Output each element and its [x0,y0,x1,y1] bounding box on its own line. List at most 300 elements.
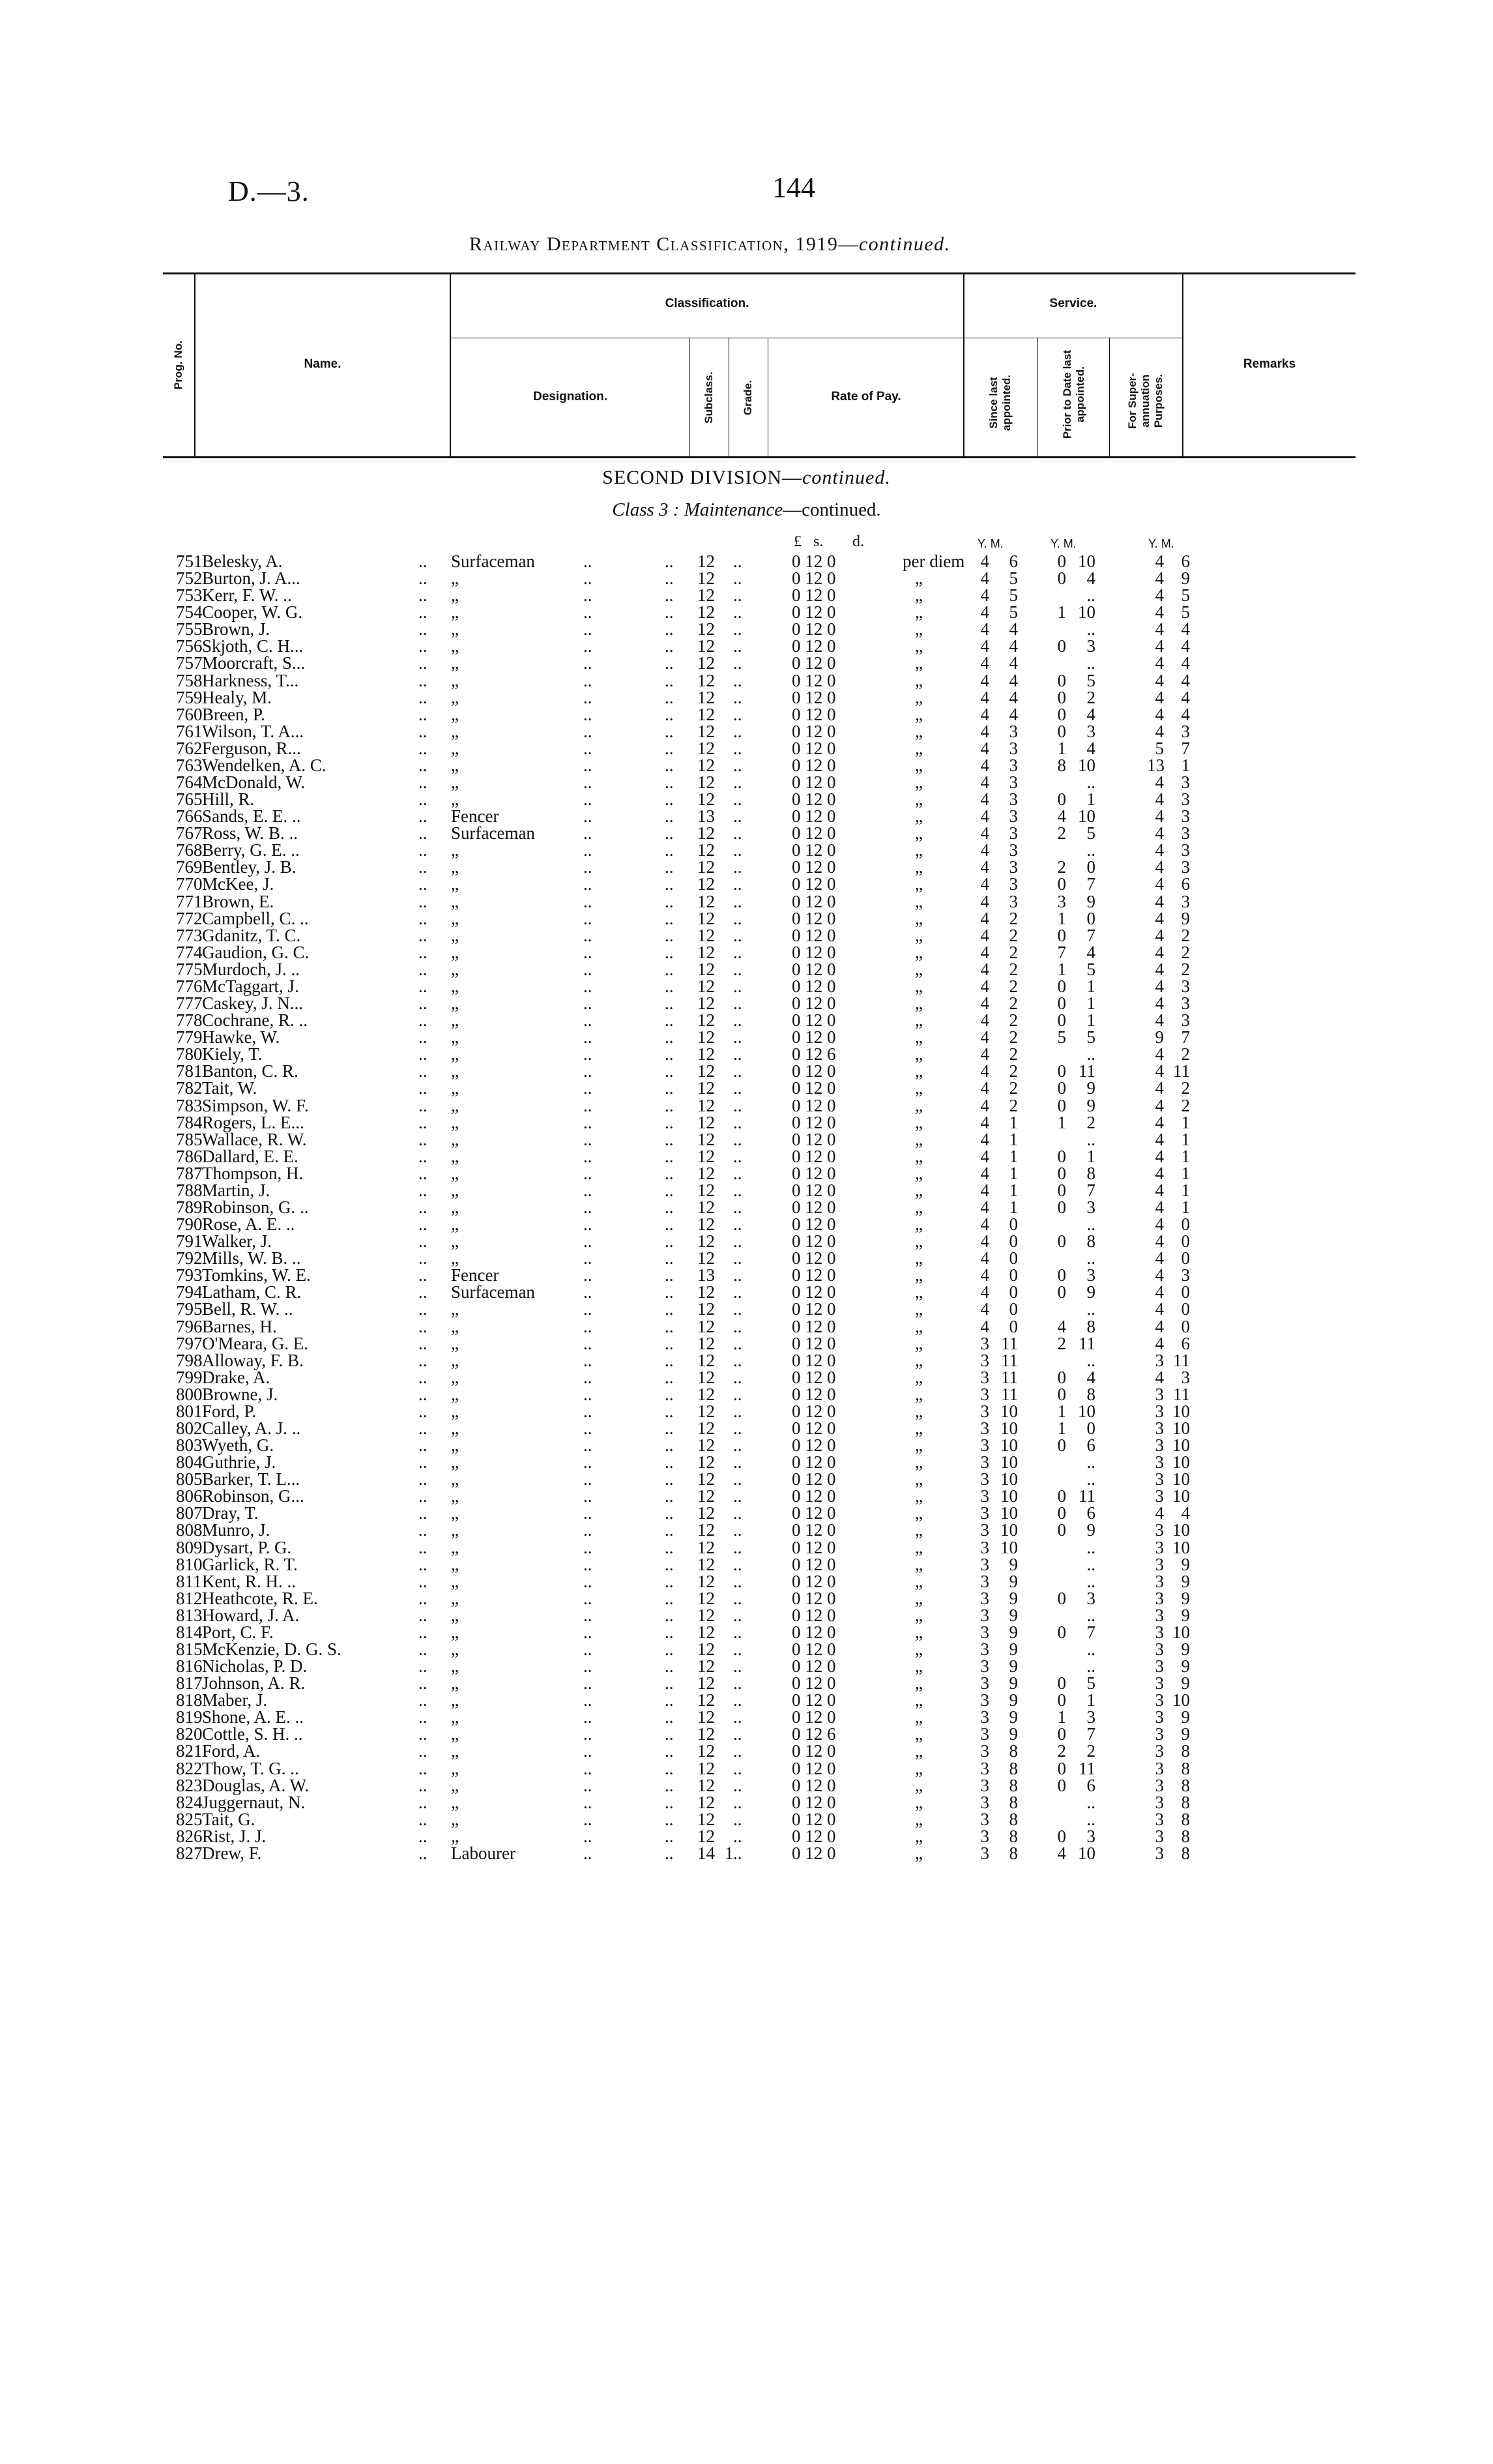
rate-of-pay: 0 12 0 [792,1401,836,1421]
leader-dots: .. [665,1486,674,1506]
pay-period: „ [915,1537,923,1557]
pay-period: „ [915,857,923,877]
rate-of-pay: 0 12 0 [792,636,836,656]
since-last-years: 4 [980,1282,989,1302]
table-row [0,893,1493,910]
leader-dots: .. [583,1622,592,1642]
subclass: 12 [697,1741,715,1761]
prior-months: 3 [1086,1588,1095,1608]
super-months: 8 [1181,1741,1190,1761]
since-last-years: 4 [980,687,989,707]
table-row [0,927,1493,944]
employee-name: Belesky, A. [202,551,283,571]
super-years: 3 [1155,1673,1164,1694]
prog-no: 771 [176,891,203,911]
leader-dots: .. [665,1214,674,1235]
since-last-months: 9 [1009,1656,1018,1677]
leader-dots: .. [583,1520,592,1540]
super-months: 9 [1181,1724,1190,1744]
designation: „ [451,1826,459,1846]
subclass: 12 [697,585,715,606]
pay-period: „ [915,1673,923,1694]
prog-no: 791 [176,1231,203,1252]
prog-no: 799 [176,1367,203,1387]
header-divider [1109,338,1110,458]
leader-dots: .. [733,1554,742,1574]
super-months: 10 [1172,1537,1190,1557]
since-last-months: 10 [1000,1486,1018,1506]
subclass: 12 [697,1707,715,1727]
since-last-years: 3 [980,1418,989,1438]
rate-of-pay: 0 12 0 [792,1826,836,1846]
leader-dots: .. [733,1095,742,1115]
super-years: 3 [1155,1622,1164,1642]
leader-dots: .. [665,857,674,877]
employee-name: Cooper, W. G. [202,602,303,623]
table-row [0,1182,1493,1199]
pay-period: „ [915,1299,923,1319]
pay-period: „ [915,942,923,962]
leader-dots: .. [418,619,428,639]
header-bottom-rule [163,456,1355,458]
table-row [0,1742,1493,1759]
prior-years: 0 [1057,1010,1066,1031]
leader-dots: .. [733,1044,742,1064]
super-years: 5 [1155,738,1164,758]
super-years: 4 [1155,619,1164,639]
employee-name: Dallard, E. E. [202,1146,298,1166]
employee-name: Maber, J. [202,1690,268,1710]
prior-months: 6 [1086,1435,1095,1456]
rate-of-pay: 0 12 0 [792,1673,836,1694]
designation: Fencer [451,806,499,827]
table-row [0,1437,1493,1454]
prior-years: 0 [1057,1724,1066,1744]
prog-no: 767 [176,823,203,843]
pay-period: „ [915,1639,923,1659]
leader-dots: .. [583,1265,592,1285]
subclass: 12 [697,670,715,690]
employee-name: Thompson, H. [202,1163,304,1183]
leader-dots: .. [583,1503,592,1523]
rate-of-pay: 0 12 0 [792,1078,836,1098]
prior-months: 10 [1078,1843,1095,1863]
designation: „ [451,721,459,741]
pay-period: „ [915,1027,923,1048]
leader-dots: .. [583,1707,592,1727]
leader-dots: .. [733,1639,742,1659]
since-last-years: 3 [980,1724,989,1744]
leader-dots: .. [583,1146,592,1166]
prior-months: .. [1086,619,1095,639]
super-months: 9 [1181,1571,1190,1591]
since-last-months: 10 [1000,1520,1018,1540]
since-last-years: 4 [980,1248,989,1269]
since-last-months: 10 [1000,1401,1018,1421]
since-last-months: 3 [1009,823,1018,843]
employee-name: Browne, J. [202,1384,278,1404]
leader-dots: .. [733,1299,742,1319]
leader-dots: .. [418,993,428,1014]
rate-of-pay: 0 12 0 [792,1469,836,1489]
table-row [0,1504,1493,1521]
employee-name: Mills, W. B. .. [202,1248,301,1269]
leader-dots: .. [733,1146,742,1166]
leader-dots: .. [418,636,428,656]
since-last-months: 4 [1009,704,1018,724]
prior-years: 4 [1057,806,1066,827]
leader-dots: .. [418,891,428,911]
leader-dots: .. [418,1044,428,1064]
pay-period: „ [915,1401,923,1421]
prior-months: 9 [1086,891,1095,911]
leader-dots: .. [665,806,674,827]
prog-no: 763 [176,755,203,775]
pay-period: „ [915,1622,923,1642]
table-row [0,1063,1493,1079]
prior-years: 0 [1057,1486,1066,1506]
since-last-months: 5 [1009,568,1018,589]
since-last-years: 3 [980,1384,989,1404]
super-years: 4 [1155,1265,1164,1285]
leader-dots: .. [583,1792,592,1812]
rate-of-pay: 0 12 0 [792,789,836,810]
table-row [0,1300,1493,1317]
prior-years: 1 [1057,1418,1066,1438]
pay-period: „ [915,1520,923,1540]
subclass: 12 [697,1384,715,1404]
super-years: 4 [1155,857,1164,877]
leader-dots: .. [583,1639,592,1659]
super-months: 8 [1181,1758,1190,1778]
rate-of-pay: 0 12 0 [792,1435,836,1456]
leader-dots: .. [583,942,592,962]
leader-dots: .. [583,1095,592,1115]
prior-years: 0 [1057,1826,1066,1846]
prior-months: .. [1086,1350,1095,1370]
pay-period: „ [915,755,923,775]
prior-months: 1 [1086,1690,1095,1710]
leader-dots: .. [733,619,742,639]
leader-dots: .. [583,551,592,571]
super-months: 9 [1181,1605,1190,1625]
super-months: 8 [1181,1792,1190,1812]
super-months: 3 [1181,806,1190,827]
designation: „ [451,636,459,656]
table-row [0,1454,1493,1471]
employee-name: Burton, J. A... [202,568,300,589]
super-years: 4 [1155,806,1164,827]
leader-dots: .. [418,670,428,690]
leader-dots: .. [583,704,592,724]
since-last-months: 2 [1009,925,1018,945]
leader-dots: .. [583,993,592,1014]
prior-to-date-header: Prior to Date last appointed. [1061,349,1086,439]
pay-period: „ [915,959,923,979]
leader-dots: .. [733,1231,742,1252]
rate-of-pay: 0 12 0 [792,1707,836,1727]
employee-name: Hill, R. [202,789,255,810]
leader-dots: .. [665,772,674,793]
super-months: 4 [1181,653,1190,673]
rate-of-pay: 0 12 0 [792,1367,836,1387]
designation: „ [451,585,459,606]
rate-of-pay: 0 12 0 [792,1775,836,1795]
prior-years: 0 [1057,721,1066,741]
prog-no: 776 [176,976,203,996]
prior-months: .. [1086,1639,1095,1659]
prior-months: 3 [1086,636,1095,656]
subclass: 13 [697,806,715,827]
super-months: 7 [1181,738,1190,758]
designation: „ [451,1775,459,1795]
super-years: 3 [1155,1537,1164,1557]
leader-dots: .. [583,1180,592,1200]
table-row [0,1590,1493,1607]
super-months: 6 [1181,874,1190,894]
super-years: 4 [1155,1248,1164,1269]
employee-name: Heathcote, R. E. [202,1588,318,1608]
leader-dots: .. [418,1758,428,1778]
leader-dots: .. [418,823,428,843]
leader-dots: .. [665,840,674,860]
prior-years: 2 [1057,823,1066,843]
rate-of-pay: 0 12 0 [792,874,836,894]
leader-dots: .. [733,1588,742,1608]
since-last-months: 4 [1009,619,1018,639]
prog-no: 796 [176,1316,203,1336]
leader-dots: .. [665,1724,674,1744]
designation: „ [451,1367,459,1387]
super-months: 4 [1181,1503,1190,1523]
designation: „ [451,976,459,996]
super-months: 3 [1181,840,1190,860]
subclass: 12 [697,1673,715,1694]
leader-dots: .. [665,1554,674,1574]
leader-dots: .. [733,1758,742,1778]
table-row [0,723,1493,740]
prog-no: 819 [176,1707,203,1727]
employee-name: Rogers, L. E... [202,1112,304,1132]
super-months: 3 [1181,993,1190,1014]
prior-months: 4 [1086,1367,1095,1387]
prior-months: 0 [1086,1418,1095,1438]
prior-years: 0 [1057,568,1066,589]
super-months: 9 [1181,1656,1190,1677]
leader-dots: .. [418,1503,428,1523]
leader-dots: .. [665,1333,674,1353]
prior-months: 5 [1086,823,1095,843]
super-years: 3 [1155,1741,1164,1761]
leader-dots: .. [733,1503,742,1523]
super-months: 9 [1181,1673,1190,1694]
table-row [0,1335,1493,1352]
super-months: 5 [1181,585,1190,606]
leader-dots: .. [418,1333,428,1353]
table-row [0,604,1493,621]
leader-dots: .. [418,925,428,945]
since-last-years: 4 [980,806,989,827]
employee-name: Bentley, J. B. [202,857,297,877]
prog-no: 807 [176,1503,203,1523]
prior-months: .. [1086,1129,1095,1149]
since-last-years: 3 [980,1622,989,1642]
prior-years: 4 [1057,1843,1066,1863]
leader-dots: .. [583,1401,592,1421]
unit-pound: £ [794,533,802,550]
super-months: 0 [1181,1231,1190,1252]
prior-months: .. [1086,1214,1095,1235]
rate-of-pay: 0 12 0 [792,1690,836,1710]
leader-dots: .. [665,1112,674,1132]
name-header: Name. [304,357,341,371]
super-months: 4 [1181,704,1190,724]
employee-name: Wilson, T. A... [202,721,304,741]
designation: „ [451,670,459,690]
leader-dots: .. [418,806,428,827]
leader-dots: .. [583,908,592,928]
pay-period: „ [915,1571,923,1591]
prog-no: 804 [176,1452,203,1473]
prog-no: 752 [176,568,203,589]
prior-months: .. [1086,1605,1095,1625]
employee-name: Howard, J. A. [202,1605,300,1625]
table-row [0,1131,1493,1148]
leader-dots: .. [418,840,428,860]
leader-dots: .. [665,925,674,945]
designation: „ [451,1809,459,1829]
prior-months: 6 [1086,1503,1095,1523]
prior-months: .. [1086,1452,1095,1473]
prog-no: 824 [176,1792,203,1812]
subclass: 12 [697,874,715,894]
super-months: 2 [1181,1044,1190,1064]
leader-dots: .. [665,1622,674,1642]
prior-years: 0 [1057,925,1066,945]
prog-no: 778 [176,1010,203,1031]
leader-dots: .. [665,1197,674,1217]
pay-period: „ [915,636,923,656]
subclass: 12 [697,1503,715,1523]
since-last-months: 3 [1009,721,1018,741]
designation: „ [451,568,459,589]
since-last-months: 1 [1009,1197,1018,1217]
super-years: 3 [1155,1350,1164,1370]
super-years: 3 [1155,1826,1164,1846]
prog-no: 823 [176,1775,203,1795]
prior-months: 8 [1086,1231,1095,1252]
subclass: 12 [697,653,715,673]
super-years: 4 [1155,1197,1164,1217]
rate-of-pay: 0 12 0 [792,1588,836,1608]
prog-no: 758 [176,670,203,690]
subclass: 12 [697,993,715,1014]
subclass: 12 [697,1571,715,1591]
since-last-years: 4 [980,1146,989,1166]
since-last-years: 3 [980,1554,989,1574]
super-years: 3 [1155,1792,1164,1812]
subclass: 12 [697,1826,715,1846]
table-row [0,1709,1493,1725]
remarks-header: Remarks [1243,357,1296,371]
since-last-months: 0 [1009,1265,1018,1285]
employee-name: Shone, A. E. .. [202,1707,304,1727]
rate-of-pay: 0 12 0 [792,721,836,741]
rate-of-pay: 0 12 0 [792,1214,836,1235]
leader-dots: .. [418,1452,428,1473]
employee-name: Cottle, S. H. .. [202,1724,303,1744]
prior-months: 3 [1086,1265,1095,1285]
prior-years: 0 [1057,1095,1066,1115]
leader-dots: .. [418,1163,428,1183]
prior-years: 2 [1057,1333,1066,1353]
super-months: 4 [1181,636,1190,656]
prior-months: 1 [1086,1010,1095,1031]
prior-months: 8 [1086,1163,1095,1183]
since-last-months: 4 [1009,670,1018,690]
pay-period: „ [915,1197,923,1217]
leader-dots: .. [733,670,742,690]
since-last-months: 11 [1001,1384,1018,1404]
rate-of-pay: 0 12 0 [792,1554,836,1574]
leader-dots: .. [665,1673,674,1694]
since-last-years: 4 [980,789,989,810]
leader-dots: .. [733,1809,742,1829]
leader-dots: .. [733,942,742,962]
leader-dots: .. [733,1061,742,1081]
pay-period: „ [915,687,923,707]
since-last-months: 0 [1009,1282,1018,1302]
pay-period: „ [915,1469,923,1489]
leader-dots: .. [665,1129,674,1149]
since-last-months: 3 [1009,738,1018,758]
since-last-months: 2 [1009,1078,1018,1098]
table-row [0,1777,1493,1794]
subclass: 12 [697,789,715,810]
leader-dots: .. [583,1027,592,1048]
prog-no: 751 [176,551,203,571]
rate-of-pay: 0 12 0 [792,840,836,860]
pay-period: „ [915,1588,923,1608]
super-months: 11 [1173,1350,1190,1370]
designation: Fencer [451,1265,499,1285]
leader-dots: .. [733,1197,742,1217]
prog-no: 808 [176,1520,203,1540]
prior-months: 7 [1086,1724,1095,1744]
pay-period: „ [915,1707,923,1727]
since-last-years: 4 [980,891,989,911]
leader-dots: .. [418,704,428,724]
prog-no: 775 [176,959,203,979]
employee-name: Wallace, R. W. [202,1129,307,1149]
unit-pence: d. [852,533,864,550]
leader-dots: .. [665,1707,674,1727]
leader-dots: .. [583,568,592,589]
prior-years: 5 [1057,1027,1066,1048]
pay-period: „ [915,619,923,639]
since-last-months: 9 [1009,1588,1018,1608]
super-years: 3 [1155,1469,1164,1489]
since-last-months: 10 [1000,1452,1018,1473]
super-years: 3 [1155,1605,1164,1625]
section-title [0,467,1493,489]
prior-months: 10 [1078,755,1095,775]
designation: „ [451,1673,459,1694]
leader-dots: .. [583,738,592,758]
leader-dots: .. [418,1095,428,1115]
prior-years: 0 [1057,670,1066,690]
since-last-months: 0 [1009,1299,1018,1319]
